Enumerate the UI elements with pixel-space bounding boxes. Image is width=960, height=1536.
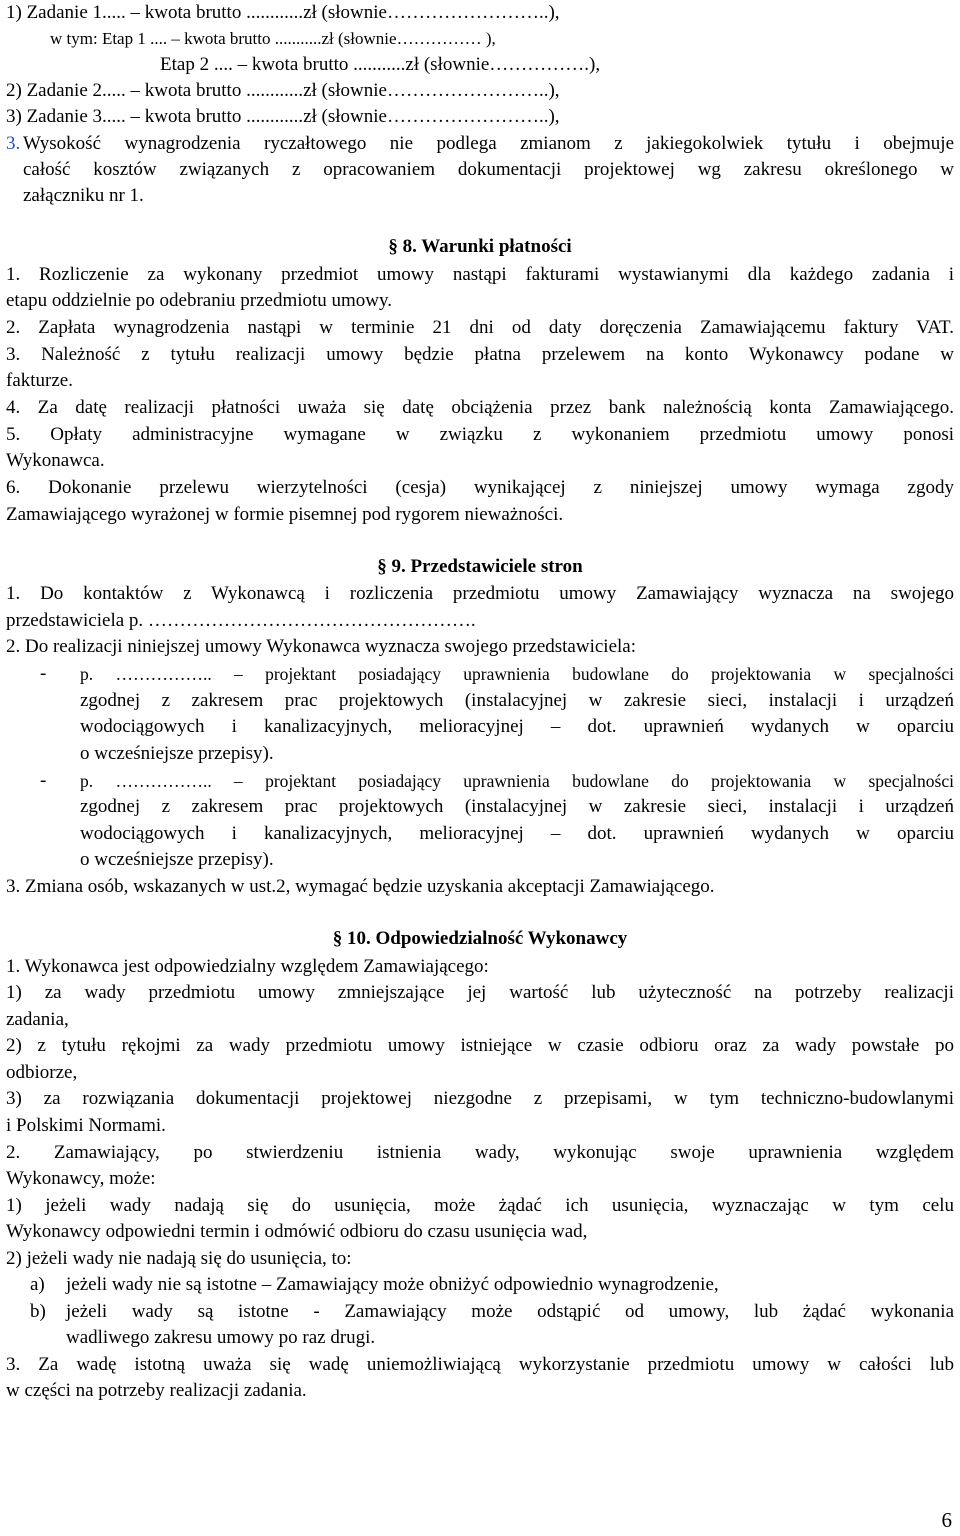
payment-line: 2) Zadanie 2..... – kwota brutto ............zł (słownie……………………..), [6, 80, 560, 101]
payment-line: w tym: Etap 1 .... – kwota brutto ...........zł (słownie…………… ), [50, 29, 496, 48]
section-heading: § 9. Przedstawiciele stron [377, 556, 583, 577]
paragraph-line: 3) za rozwiązania dokumentacji projektowej niezgodne z przepisami, w tym techniczno-budowlanymi [6, 1088, 954, 1109]
payment-line: 3) Zadanie 3..... – kwota brutto ............zł (słownie……………………..), [6, 106, 560, 127]
paragraph-line: całość kosztów związanych z opracowaniem dokumentacji projektowej wg zakresu określonego w [23, 159, 954, 180]
paragraph-line: 2. Zapłata wynagrodzenia nastąpi w terminie 21 dni od daty doręczenia Zamawiającemu faktury VAT. [6, 317, 954, 338]
list-item-line: p. …………….. – projektant posiadający uprawnienia budowlane do projektowania w specjalności [80, 664, 954, 684]
list-dash: - [40, 770, 47, 791]
paragraph-line: 2) jeżeli wady nie nadają się do usunięcia, to: [6, 1248, 352, 1269]
paragraph-line: 3. Zmiana osób, wskazanych w ust.2, wymagać będzie uzyskania akceptacji Zamawiającego. [6, 876, 715, 897]
list-item-line: zgodnej z zakresem prac projektowych (instalacyjnej w zakresie sieci, instalacji i urządzeń [80, 796, 954, 817]
paragraph-line: 4. Za datę realizacji płatności uważa się datę obciążenia przez bank należnością konta Zamawiającego. [6, 397, 954, 418]
paragraph-line: odbiorze, [6, 1062, 78, 1083]
paragraph-line: 3. Za wadę istotną uważa się wadę uniemożliwiającą wykorzystanie przedmiotu umowy w całości lub [6, 1354, 954, 1375]
paragraph-line: w części na potrzeby realizacji zadania. [6, 1380, 307, 1401]
list-item-line: p. …………….. – projektant posiadający uprawnienia budowlane do projektowania w specjalności [80, 771, 954, 791]
list-item-line: zgodnej z zakresem prac projektowych (instalacyjnej w zakresie sieci, instalacji i urządzeń [80, 690, 954, 711]
paragraph-number: 3. [6, 133, 21, 154]
paragraph-line: 1. Rozliczenie za wykonany przedmiot umowy nastąpi fakturami wystawianymi dla każdego zadania i [6, 264, 954, 285]
paragraph-line: załączniku nr 1. [23, 185, 144, 206]
paragraph-line: 6. Dokonanie przelewu wierzytelności (cesja) wynikającej z niniejszej umowy wymaga zgody [6, 477, 954, 498]
paragraph-line: Wysokość wynagrodzenia ryczałtowego nie podlega zmianom z jakiegokolwiek tytułu i obejmuje [23, 133, 954, 154]
list-item-line: wodociągowych i kanalizacyjnych, melioracyjnej – dot. uprawnień wydanych w oparciu [80, 823, 954, 844]
paragraph-line: zadania, [6, 1009, 69, 1030]
paragraph-line: 3. Należność z tytułu realizacji umowy będzie płatna przelewem na konto Wykonawcy podane w [6, 344, 954, 365]
section-heading: § 8. Warunki płatności [388, 236, 572, 257]
paragraph-line: 1) za wady przedmiotu umowy zmniejszające jej wartość lub użyteczność na potrzeby realizacji [6, 982, 954, 1003]
paragraph-line: 2. Zamawiający, po stwierdzeniu istnienia wady, wykonując swoje uprawnienia względem [6, 1142, 954, 1163]
paragraph-line: przedstawiciela p. ……………………………………………. [6, 610, 476, 631]
list-item-line: o wcześniejsze przepisy). [80, 849, 274, 870]
paragraph-line: i Polskimi Normami. [6, 1115, 166, 1136]
paragraph-line: 1) jeżeli wady nadają się do usunięcia, może żądać ich usunięcia, wyznaczając w tym celu [6, 1195, 954, 1216]
list-item-line: o wcześniejsze przepisy). [80, 743, 274, 764]
sublist-item-line: jeżeli wady są istotne - Zamawiający może odstąpić od umowy, lub żądać wykonania [66, 1301, 954, 1322]
paragraph-line: Wykonawcy, może: [6, 1168, 156, 1189]
paragraph-line: 1. Wykonawca jest odpowiedzialny względem Zamawiającego: [6, 956, 489, 977]
sublist-label: a) [30, 1274, 45, 1295]
paragraph-line: 5. Opłaty administracyjne wymagane w związku z wykonaniem przedmiotu umowy ponosi [6, 424, 954, 445]
paragraph-line: etapu oddzielnie po odebraniu przedmiotu umowy. [6, 290, 393, 311]
sublist-item-line: jeżeli wady nie są istotne – Zamawiający może obniżyć odpowiednio wynagrodzenie, [66, 1274, 719, 1295]
payment-line: 1) Zadanie 1..... – kwota brutto ............zł (słownie……………………..), [6, 2, 560, 23]
list-dash: - [40, 663, 47, 684]
paragraph-line: Zamawiającego wyrażonej w formie pisemnej pod rygorem nieważności. [6, 504, 564, 525]
paragraph-line: Wykonawca. [6, 450, 105, 471]
sublist-item-line: wadliwego zakresu umowy po raz drugi. [66, 1327, 376, 1348]
page-number: 6 [941, 1508, 952, 1532]
paragraph-line: 2. Do realizacji niniejszej umowy Wykonawca wyznacza swojego przedstawiciela: [6, 636, 637, 657]
sublist-label: b) [30, 1301, 46, 1322]
list-item-line: wodociągowych i kanalizacyjnych, melioracyjnej – dot. uprawnień wydanych w oparciu [80, 716, 954, 737]
payment-line: Etap 2 .... – kwota brutto ...........zł (słownie…………….), [160, 54, 601, 75]
paragraph-line: 2) z tytułu rękojmi za wady przedmiotu umowy istniejące w czasie odbioru oraz za wady powstałe po [6, 1035, 954, 1056]
section-heading: § 10. Odpowiedzialność Wykonawcy [332, 928, 628, 949]
paragraph-line: 1. Do kontaktów z Wykonawcą i rozliczenia przedmiotu umowy Zamawiający wyznacza na swojego [6, 583, 954, 604]
paragraph-line: Wykonawcy odpowiedni termin i odmówić odbioru do czasu usunięcia wad, [6, 1221, 588, 1242]
paragraph-line: fakturze. [6, 370, 73, 391]
